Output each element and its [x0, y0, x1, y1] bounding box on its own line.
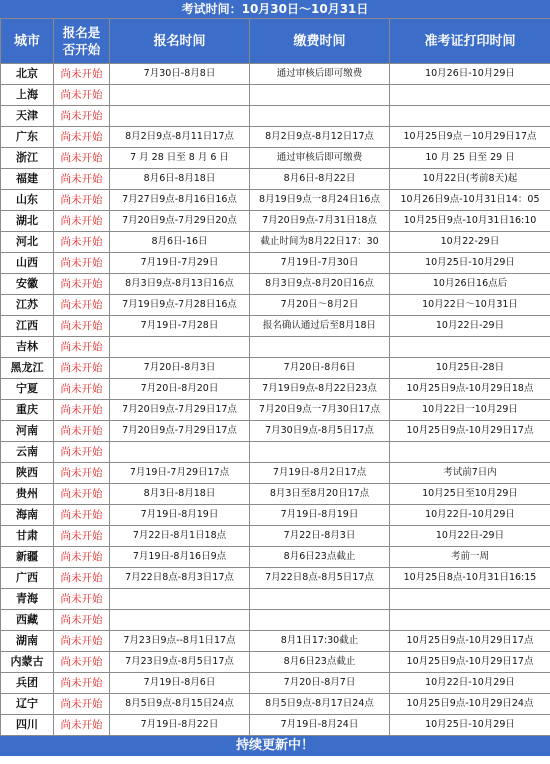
- payment-time-cell: 7月19日-8月24日: [250, 715, 390, 736]
- table-row: [1, 694, 550, 715]
- registration-time-cell: 7月19日-8月22日: [110, 715, 250, 736]
- payment-time-cell: 8月2日9点-8月12日17点: [250, 127, 390, 148]
- status-cell: 尚未开始: [54, 190, 110, 211]
- payment-time-cell: [250, 337, 390, 358]
- status-cell: 尚未开始: [54, 316, 110, 337]
- print-time-cell: 10月25日至10月29日: [390, 484, 550, 505]
- print-time-cell: [390, 610, 550, 631]
- print-time-cell: 10月22日(考前8天)起: [390, 169, 550, 190]
- print-time-cell: 10月25日9点－10月29日17点: [390, 127, 550, 148]
- table-row: [1, 106, 550, 127]
- payment-time-cell: 7月19日9点-8月22日23点: [250, 379, 390, 400]
- print-time-cell: 10月22日～10月31日: [390, 295, 550, 316]
- table-header-row: [1, 19, 550, 64]
- payment-time-cell: 7月30日9点-8月5日17点: [250, 421, 390, 442]
- print-time-cell: [390, 589, 550, 610]
- print-time-cell: [390, 85, 550, 106]
- status-cell: 尚未开始: [54, 127, 110, 148]
- print-time-cell: 10月22日-10月29日: [390, 673, 550, 694]
- registration-time-cell: 7月22日-8月1日18点: [110, 526, 250, 547]
- print-time-cell: 10月25日8点-10月31日16:15: [390, 568, 550, 589]
- status-cell: 尚未开始: [54, 337, 110, 358]
- print-time-cell: 考试前7日内: [390, 463, 550, 484]
- province-cell: 山东: [1, 190, 54, 211]
- payment-time-cell: [250, 610, 390, 631]
- registration-time-cell: 8月2日9点-8月11日17点: [110, 127, 250, 148]
- province-cell: 山西: [1, 253, 54, 274]
- province-cell: 新疆: [1, 547, 54, 568]
- print-time-cell: 10月26日-10月29日: [390, 64, 550, 85]
- status-cell: 尚未开始: [54, 589, 110, 610]
- province-cell: 天津: [1, 106, 54, 127]
- registration-time-cell: 7 月 28 日至 8 月 6 日: [110, 148, 250, 169]
- payment-time-cell: 报名确认通过后至8月18日: [250, 316, 390, 337]
- province-cell: 河北: [1, 232, 54, 253]
- province-cell: 湖南: [1, 631, 54, 652]
- print-time-cell: [390, 337, 550, 358]
- status-cell: 尚未开始: [54, 64, 110, 85]
- schedule-table: [0, 18, 550, 736]
- table-row: [1, 337, 550, 358]
- registration-time-cell: 7月30日-8月8日: [110, 64, 250, 85]
- province-cell: 黑龙江: [1, 358, 54, 379]
- table-row: [1, 211, 550, 232]
- province-cell: 海南: [1, 505, 54, 526]
- registration-time-cell: 8月6日-8月18日: [110, 169, 250, 190]
- print-time-cell: 10月22日-10月29日: [390, 505, 550, 526]
- province-cell: 广东: [1, 127, 54, 148]
- status-cell: 尚未开始: [54, 211, 110, 232]
- print-time-cell: 10月26日16点后: [390, 274, 550, 295]
- registration-time-cell: [110, 610, 250, 631]
- table-row: [1, 568, 550, 589]
- status-cell: 尚未开始: [54, 568, 110, 589]
- header-status: [54, 19, 110, 64]
- registration-time-cell: 8月3日9点-8月13日16点: [110, 274, 250, 295]
- payment-time-cell: 8月6日23点截止: [250, 547, 390, 568]
- province-cell: 青海: [1, 589, 54, 610]
- registration-time-cell: 7月19日-7月28日: [110, 316, 250, 337]
- table-row: [1, 127, 550, 148]
- registration-time-cell: [110, 442, 250, 463]
- status-cell: 尚未开始: [54, 400, 110, 421]
- table-row: [1, 232, 550, 253]
- payment-time-cell: [250, 442, 390, 463]
- registration-time-cell: 7月22日8点-8月3日17点: [110, 568, 250, 589]
- province-cell: 内蒙古: [1, 652, 54, 673]
- status-cell: 尚未开始: [54, 274, 110, 295]
- table-row: [1, 190, 550, 211]
- registration-time-cell: 7月27日9点-8月16日16点: [110, 190, 250, 211]
- province-cell: 江西: [1, 316, 54, 337]
- registration-time-cell: 8月5日9点-8月15日24点: [110, 694, 250, 715]
- payment-time-cell: 7月19日-7月30日: [250, 253, 390, 274]
- status-cell: 尚未开始: [54, 358, 110, 379]
- province-cell: 浙江: [1, 148, 54, 169]
- table-row: [1, 253, 550, 274]
- table-row: [1, 295, 550, 316]
- registration-time-cell: 7月23日9点--8月1日17点: [110, 631, 250, 652]
- province-cell: 四川: [1, 715, 54, 736]
- status-cell: 尚未开始: [54, 610, 110, 631]
- payment-time-cell: 截止时间为8月22日17：30: [250, 232, 390, 253]
- province-cell: 贵州: [1, 484, 54, 505]
- status-cell: 尚未开始: [54, 421, 110, 442]
- registration-time-cell: 7月20日9点-7月29日20点: [110, 211, 250, 232]
- registration-time-cell: [110, 85, 250, 106]
- print-time-cell: 10月25日9点-10月31日16:10: [390, 211, 550, 232]
- status-cell: 尚未开始: [54, 169, 110, 190]
- payment-time-cell: 7月20日9点一7月30日17点: [250, 400, 390, 421]
- payment-time-cell: 8月5日9点-8月17日24点: [250, 694, 390, 715]
- province-cell: 甘肃: [1, 526, 54, 547]
- table-row: [1, 169, 550, 190]
- print-time-cell: 10月25日-28日: [390, 358, 550, 379]
- payment-time-cell: [250, 106, 390, 127]
- payment-time-cell: 7月20日～8月2日: [250, 295, 390, 316]
- print-time-cell: 10月26日9点-10月31日14：05: [390, 190, 550, 211]
- status-cell: 尚未开始: [54, 673, 110, 694]
- registration-time-cell: [110, 106, 250, 127]
- payment-time-cell: 7月20日-8月6日: [250, 358, 390, 379]
- payment-time-cell: 8月6日23点截止: [250, 652, 390, 673]
- print-time-cell: 10月22日-29日: [390, 526, 550, 547]
- table-row: [1, 631, 550, 652]
- province-cell: 北京: [1, 64, 54, 85]
- status-cell: 尚未开始: [54, 463, 110, 484]
- status-cell: 尚未开始: [54, 484, 110, 505]
- province-cell: 辽宁: [1, 694, 54, 715]
- payment-time-cell: 8月6日-8月22日: [250, 169, 390, 190]
- table-row: [1, 463, 550, 484]
- print-time-cell: 10月25日9点-10月29日24点: [390, 694, 550, 715]
- table-row: [1, 442, 550, 463]
- registration-time-cell: 7月19日-7月29日17点: [110, 463, 250, 484]
- province-cell: 江苏: [1, 295, 54, 316]
- table-row: [1, 85, 550, 106]
- payment-time-cell: 8月3日9点-8月20日16点: [250, 274, 390, 295]
- payment-time-cell: 7月22日8点-8月5日17点: [250, 568, 390, 589]
- table-row: [1, 484, 550, 505]
- province-cell: 重庆: [1, 400, 54, 421]
- province-cell: 宁夏: [1, 379, 54, 400]
- registration-time-cell: 7月19日9点-7月28日16点: [110, 295, 250, 316]
- print-time-cell: 考前一周: [390, 547, 550, 568]
- payment-time-cell: [250, 85, 390, 106]
- payment-time-cell: 7月20日9点-7月31日18点: [250, 211, 390, 232]
- print-time-cell: 10月25日9点-10月29日17点: [390, 631, 550, 652]
- header-registration-time: 报名时间: [110, 19, 250, 64]
- registration-time-cell: 7月20日-8月20日: [110, 379, 250, 400]
- province-cell: 湖北: [1, 211, 54, 232]
- province-cell: 广西: [1, 568, 54, 589]
- province-cell: 云南: [1, 442, 54, 463]
- registration-time-cell: 7月20日9点-7月29日17点: [110, 400, 250, 421]
- table-row: [1, 379, 550, 400]
- payment-time-cell: [250, 589, 390, 610]
- payment-time-cell: 7月20日-8月7日: [250, 673, 390, 694]
- table-row: [1, 505, 550, 526]
- status-cell: 尚未开始: [54, 694, 110, 715]
- payment-time-cell: 7月19日-8月2日17点: [250, 463, 390, 484]
- status-cell: 尚未开始: [54, 232, 110, 253]
- status-cell: 尚未开始: [54, 547, 110, 568]
- status-cell: 尚未开始: [54, 652, 110, 673]
- header-status-line2: 否开始: [62, 42, 101, 57]
- print-time-cell: 10月22-29日: [390, 232, 550, 253]
- status-cell: 尚未开始: [54, 85, 110, 106]
- registration-time-cell: 8月6日-16日: [110, 232, 250, 253]
- province-cell: 兵团: [1, 673, 54, 694]
- payment-time-cell: 7月19日-8月19日: [250, 505, 390, 526]
- table-row: [1, 652, 550, 673]
- registration-time-cell: [110, 337, 250, 358]
- payment-time-cell: 8月19日9点一8月24日16点: [250, 190, 390, 211]
- table-row: [1, 526, 550, 547]
- print-time-cell: 10月25日9点-10月29日17点: [390, 652, 550, 673]
- print-time-cell: 10月22日一10月29日: [390, 400, 550, 421]
- print-time-cell: [390, 442, 550, 463]
- footer-updating-banner: 持续更新中！: [0, 736, 550, 756]
- print-time-cell: 10 月 25 日至 29 日: [390, 148, 550, 169]
- status-cell: 尚未开始: [54, 253, 110, 274]
- payment-time-cell: 通过审核后即可缴费: [250, 148, 390, 169]
- registration-time-cell: 7月20日9点-7月29日17点: [110, 421, 250, 442]
- province-cell: 陕西: [1, 463, 54, 484]
- print-time-cell: 10月25日-10月29日: [390, 715, 550, 736]
- table-row: [1, 274, 550, 295]
- print-time-cell: 10月25日-10月29日: [390, 253, 550, 274]
- header-city: 城市: [1, 19, 54, 64]
- payment-time-cell: 8月1日17:30截止: [250, 631, 390, 652]
- table-row: [1, 64, 550, 85]
- status-cell: 尚未开始: [54, 715, 110, 736]
- status-cell: 尚未开始: [54, 526, 110, 547]
- province-cell: 河南: [1, 421, 54, 442]
- table-row: [1, 589, 550, 610]
- table-row: [1, 316, 550, 337]
- status-cell: 尚未开始: [54, 442, 110, 463]
- table-row: [1, 547, 550, 568]
- registration-time-cell: 7月19日-8月16日9点: [110, 547, 250, 568]
- status-cell: 尚未开始: [54, 505, 110, 526]
- header-admission-print-time: 准考证打印时间: [390, 19, 550, 64]
- payment-time-cell: 通过审核后即可缴费: [250, 64, 390, 85]
- status-cell: 尚未开始: [54, 631, 110, 652]
- table-row: [1, 358, 550, 379]
- table-row: [1, 715, 550, 736]
- registration-time-cell: 7月19日-7月29日: [110, 253, 250, 274]
- registration-time-cell: 7月19日-8月19日: [110, 505, 250, 526]
- table-row: [1, 421, 550, 442]
- table-row: [1, 148, 550, 169]
- header-payment-time: 缴费时间: [250, 19, 390, 64]
- header-status-line1: 报名是: [62, 25, 101, 40]
- print-time-cell: [390, 106, 550, 127]
- province-cell: 安徽: [1, 274, 54, 295]
- print-time-cell: 10月22日-29日: [390, 316, 550, 337]
- status-cell: 尚未开始: [54, 106, 110, 127]
- table-row: [1, 400, 550, 421]
- registration-time-cell: 8月3日-8月18日: [110, 484, 250, 505]
- table-row: [1, 673, 550, 694]
- print-time-cell: 10月25日9点-10月29日18点: [390, 379, 550, 400]
- province-cell: 西藏: [1, 610, 54, 631]
- province-cell: 上海: [1, 85, 54, 106]
- registration-time-cell: 7月19日-8月6日: [110, 673, 250, 694]
- status-cell: 尚未开始: [54, 295, 110, 316]
- province-cell: 福建: [1, 169, 54, 190]
- province-cell: 吉林: [1, 337, 54, 358]
- registration-time-cell: 7月20日-8月3日: [110, 358, 250, 379]
- registration-time-cell: 7月23日9点-8月5日17点: [110, 652, 250, 673]
- status-cell: 尚未开始: [54, 379, 110, 400]
- payment-time-cell: 7月22日-8月3日: [250, 526, 390, 547]
- status-cell: 尚未开始: [54, 148, 110, 169]
- payment-time-cell: 8月3日至8月20日17点: [250, 484, 390, 505]
- table-row: [1, 610, 550, 631]
- print-time-cell: 10月25日9点-10月29日17点: [390, 421, 550, 442]
- registration-time-cell: [110, 589, 250, 610]
- exam-date-title: 考试时间：10月30日～10月31日: [0, 0, 550, 18]
